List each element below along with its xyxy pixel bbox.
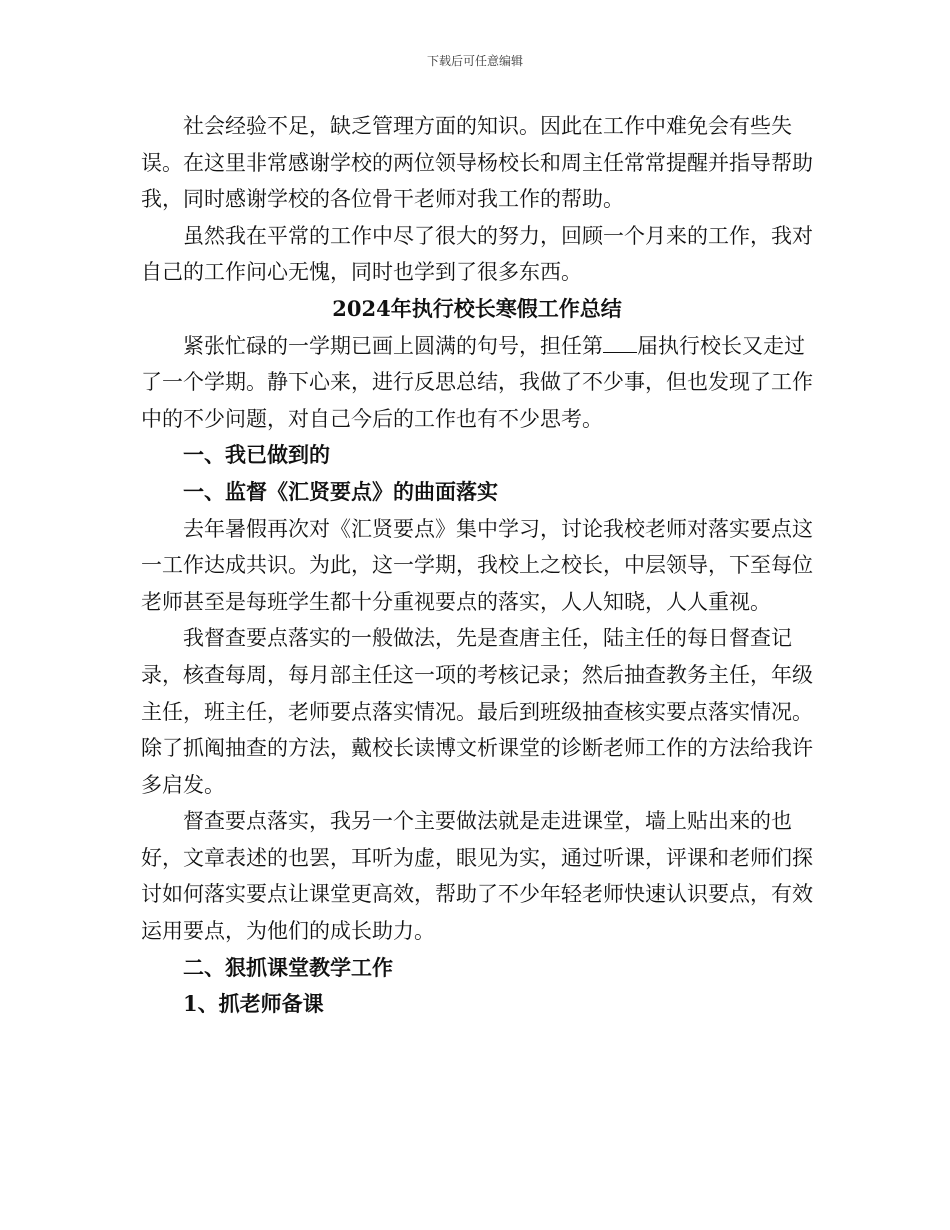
document-title: 2024年执行校长寒假工作总结 [332, 295, 622, 321]
fill-in-blank [603, 351, 637, 353]
paragraph: 去年暑假再次对《汇贤要点》集中学习，讨论我校老师对落实要点这一工作达成共识。为此，这一学期，我校上之校长，中层领导，下至每位老师甚至是每班学生都十分重视要点的落实，人人知晓，人人重视。 [141, 516, 813, 614]
paragraph: 社会经验不足，缺乏管理方面的知识。因此在工作中难免会有些失误。在这里非常感谢学校的两位领导杨校长和周主任常常提醒并指导帮助我，同时感谢学校的各位骨干老师对我工作的帮助。 [141, 114, 813, 212]
document-body [141, 108, 813, 1023]
paragraph: 虽然我在平常的工作中尽了很大的努力，回顾一个月来的工作，我对自己的工作问心无愧，同时也学到了很多东西。 [141, 223, 813, 285]
section-heading: 一、我已做到的 [183, 442, 330, 468]
section-heading: 一、监督《汇贤要点》的曲面落实 [183, 478, 498, 504]
paragraph [141, 328, 813, 438]
subsection-heading: 1、抓老师备课 [183, 991, 324, 1017]
paragraph-text: 紧张忙碌的一学期已画上圆满的句号，担任第 [183, 333, 603, 358]
section-heading: 二、狠抓课堂教学工作 [183, 954, 393, 980]
page-header: 下载后可任意编辑 [426, 54, 523, 68]
paragraph: 督查要点落实，我另一个主要做法就是走进课堂，墙上贴出来的也好，文章表述的也罢，耳听为虚，眼见为实，通过听课，评课和老师们探讨如何落实要点让课堂更高效，帮助了不少年轻老师快速认识要点，有效运用要点，为他们的成长助力。 [141, 809, 813, 944]
paragraph-text: 届执行校长又走过了一个学期。静下心来，进行反思总结，我做了不少事，但也发现了工作中的不少问题，对自己今后的工作也有不少思考。 [141, 333, 813, 431]
paragraph: 我督查要点落实的一般做法，先是查唐主任，陆主任的每日督查记录，核查每周，每月部主任这一项的考核记录；然后抽查教务主任，年级主任，班主任，老师要点落实情况。最后到班级抽查核实要点落实情况。除了抓阄抽查的方法，戴校长读博文析课堂的诊断老师工作的方法给我许多启发。 [141, 626, 813, 797]
